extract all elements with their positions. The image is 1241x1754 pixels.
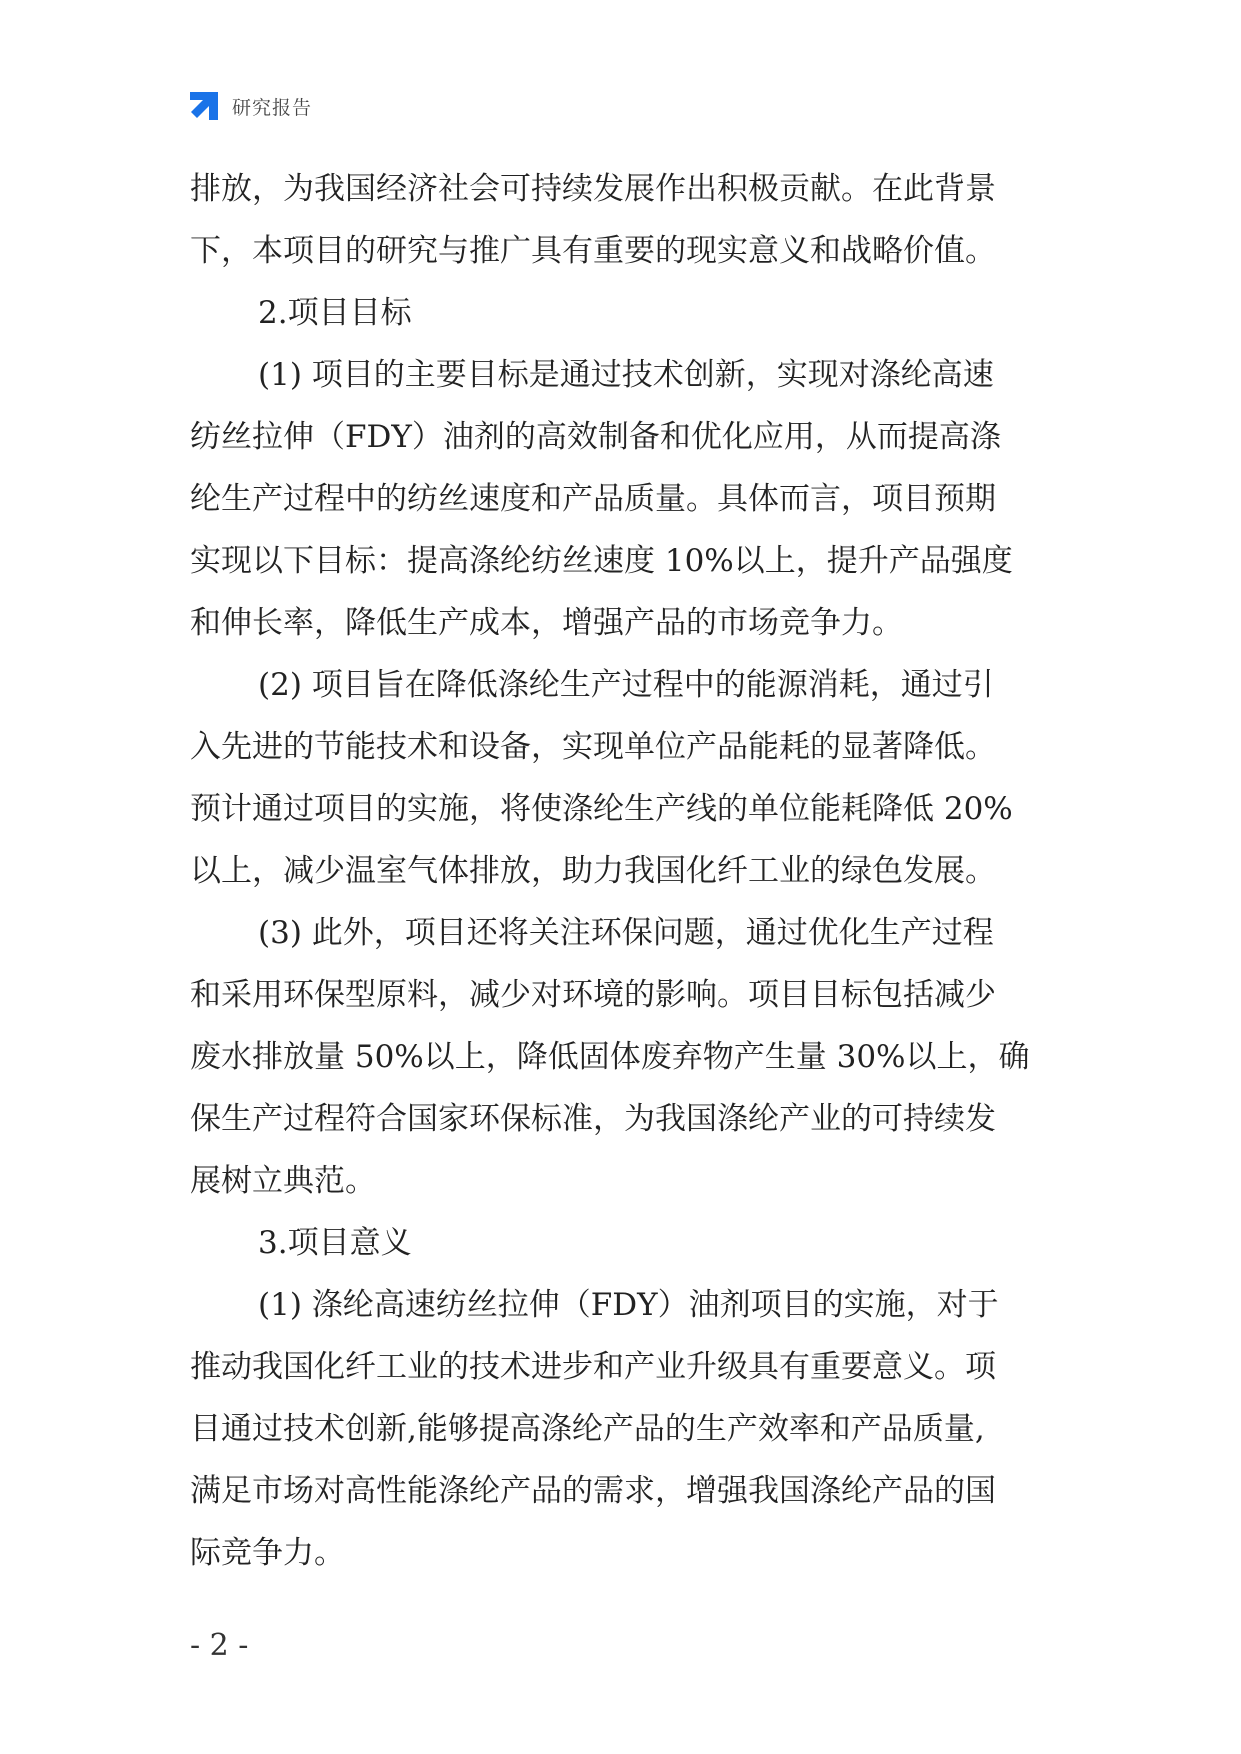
text-line: 展树立典范。 xyxy=(190,1163,376,1199)
text-line: 预计通过项目的实施，将使涤纶生产线的单位能耗降低 20% xyxy=(190,791,1013,827)
document-body xyxy=(190,158,1060,1584)
text-line: (2) 项目旨在降低涤纶生产过程中的能源消耗，通过引 xyxy=(258,667,994,703)
text-line: 2.项目目标 xyxy=(258,295,412,331)
text-line: 和采用环保型原料，减少对环境的影响。项目目标包括减少 xyxy=(190,977,996,1013)
text-line: 满足市场对高性能涤纶产品的需求，增强我国涤纶产品的国 xyxy=(190,1473,996,1509)
page-number: - 2 - xyxy=(190,1628,249,1663)
text-line: 排放，为我国经济社会可持续发展作出积极贡献。在此背景 xyxy=(190,171,996,207)
text-line: 和伸长率，降低生产成本，增强产品的市场竞争力。 xyxy=(190,605,903,641)
text-line: 入先进的节能技术和设备，实现单位产品能耗的显著降低。 xyxy=(190,729,996,765)
text-line: 废水排放量 50%以上，降低固体废弃物产生量 30%以上，确 xyxy=(190,1039,1030,1075)
text-line: 推动我国化纤工业的技术进步和产业升级具有重要意义。项 xyxy=(190,1349,996,1385)
arrow-logo-icon xyxy=(188,90,220,122)
text-line: (1) 涤纶高速纺丝拉伸（FDY）油剂项目的实施，对于 xyxy=(258,1287,999,1323)
text-line: 3.项目意义 xyxy=(258,1225,412,1261)
text-line: 纺丝拉伸（FDY）油剂的高效制备和优化应用，从而提高涤 xyxy=(190,419,1001,455)
text-line: (3) 此外，项目还将关注环保问题，通过优化生产过程 xyxy=(258,915,994,951)
text-line: 实现以下目标：提高涤纶纺丝速度 10%以上，提升产品强度 xyxy=(190,543,1013,579)
text-line: 目通过技术创新,能够提高涤纶产品的生产效率和产品质量, xyxy=(190,1411,985,1447)
text-line: 纶生产过程中的纺丝速度和产品质量。具体而言，项目预期 xyxy=(190,481,996,517)
text-line: 际竞争力。 xyxy=(190,1535,345,1571)
text-line: 下，本项目的研究与推广具有重要的现实意义和战略价值。 xyxy=(190,233,996,269)
report-header xyxy=(188,90,312,122)
text-line: (1) 项目的主要目标是通过技术创新，实现对涤纶高速 xyxy=(258,357,994,393)
text-line: 保生产过程符合国家环保标准，为我国涤纶产业的可持续发 xyxy=(190,1101,996,1137)
text-line: 以上，减少温室气体排放，助力我国化纤工业的绿色发展。 xyxy=(190,853,996,889)
report-type-label: 研究报告 xyxy=(232,96,313,119)
